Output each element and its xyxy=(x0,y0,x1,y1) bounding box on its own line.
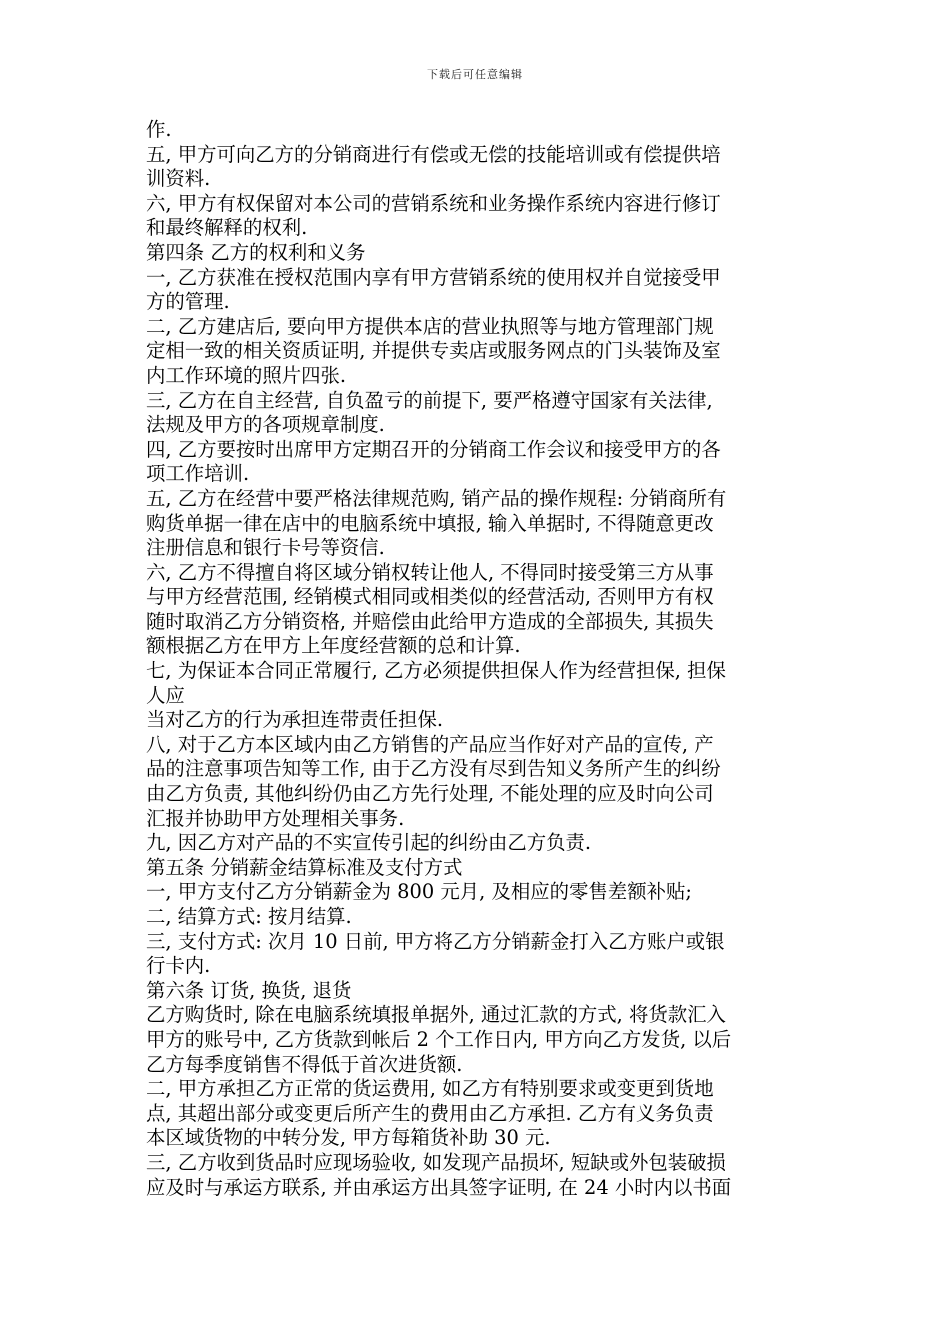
text-line: 购货单据一律在店中的电脑系统中填报, 输入单据时, 不得随意更改 xyxy=(146,511,714,535)
text-line: 第五条 分销薪金结算标准及支付方式 xyxy=(146,855,463,879)
text-line: 九, 因乙方对产品的不实宣传引起的纠纷由乙方负责. xyxy=(146,831,592,855)
text-line: 第六条 订货, 换货, 退货 xyxy=(146,978,352,1002)
text-line: 汇报并协助甲方处理相关事务. xyxy=(146,806,405,830)
text-line: 三, 乙方在自主经营, 自负盈亏的前提下, 要严格遵守国家有关法律, xyxy=(146,388,713,412)
text-line: 本区域货物的中转分发, 甲方每箱货补助 30 元. xyxy=(146,1126,551,1150)
text-line: 六, 乙方不得擅自将区域分销权转让他人, 不得同时接受第三方从事 xyxy=(146,560,714,584)
text-line: 一, 乙方获准在授权范围内享有甲方营销系统的使用权并自觉接受甲 xyxy=(146,265,721,289)
text-line: 二, 结算方式: 按月结算. xyxy=(146,905,352,928)
text-line: 训资料. xyxy=(146,167,211,191)
text-line: 一, 甲方支付乙方分销薪金为 800 元月, 及相应的零售差额补贴; xyxy=(146,880,692,904)
text-line: 方的管理. xyxy=(146,290,230,314)
text-line: 三, 支付方式: 次月 10 日前, 甲方将乙方分销薪金打入乙方账户或银 xyxy=(146,929,725,953)
page-header: 下载后可任意编辑 xyxy=(427,68,523,81)
text-line: 八, 对于乙方本区域内由乙方销售的产品应当作好对产品的宣传, 产 xyxy=(146,732,714,756)
text-line: 甲方的账号中, 乙方货款到帐后 2 个工作日内, 甲方向乙方发货, 以后 xyxy=(146,1027,732,1051)
text-line: 品的注意事项告知等工作, 由于乙方没有尽到告知义务所产生的纠纷 xyxy=(146,757,721,781)
text-line: 五, 甲方可向乙方的分销商进行有偿或无偿的技能培训或有偿提供培 xyxy=(146,142,721,166)
text-line: 作. xyxy=(146,118,172,141)
text-line: 二, 甲方承担乙方正常的货运费用, 如乙方有特别要求或变更到货地 xyxy=(146,1077,714,1101)
text-line: 第四条 乙方的权利和义务 xyxy=(146,240,366,264)
text-line: 乙方每季度销售不得低于首次进货额. xyxy=(146,1052,463,1076)
text-line: 额根据乙方在甲方上年度经营额的总和计算. xyxy=(146,634,521,658)
text-line: 当对乙方的行为承担连带责任担保. xyxy=(146,708,444,732)
text-line: 人应 xyxy=(146,683,185,707)
text-line: 二, 乙方建店后, 要向甲方提供本店的营业执照等与地方管理部门规 xyxy=(146,314,714,338)
text-line: 点, 其超出部分或变更后所产生的费用由乙方承担. 乙方有义务负责 xyxy=(146,1101,714,1125)
text-line: 四, 乙方要按时出席甲方定期召开的分销商工作会议和接受甲方的各 xyxy=(146,437,721,461)
text-line: 与甲方经营范围, 经销模式相同或相类似的经营活动, 否则甲方有权 xyxy=(146,585,714,609)
text-line: 和最终解释的权利. xyxy=(146,216,308,240)
text-line: 三, 乙方收到货品时应现场验收, 如发现产品损坏, 短缺或外包装破损 xyxy=(146,1150,726,1174)
text-line: 应及时与承运方联系, 并由承运方出具签字证明, 在 24 小时内以书面 xyxy=(146,1175,732,1199)
text-line: 由乙方负责, 其他纠纷仍由乙方先行处理, 不能处理的应及时向公司 xyxy=(146,782,714,806)
text-line: 项工作培训. xyxy=(146,462,250,486)
text-line: 乙方购货时, 除在电脑系统填报单据外, 通过汇款的方式, 将货款汇入 xyxy=(146,1003,726,1027)
text-line: 定相一致的相关资质证明, 并提供专卖店或服务网点的门头装饰及室 xyxy=(146,339,721,363)
text-line: 随时取消乙方分销资格, 并赔偿由此给甲方造成的全部损失, 其损失 xyxy=(146,609,714,633)
text-line: 六, 甲方有权保留对本公司的营销系统和业务操作系统内容进行修订 xyxy=(146,191,721,215)
text-line: 五, 乙方在经营中要严格法律规范购, 销产品的操作规程: 分销商所有 xyxy=(146,486,727,510)
text-line: 法规及甲方的各项规章制度. xyxy=(146,413,385,437)
text-line: 注册信息和银行卡号等资信. xyxy=(146,536,385,560)
document-body xyxy=(146,118,808,1200)
text-line: 七, 为保证本合同正常履行, 乙方必须提供担保人作为经营担保, 担保 xyxy=(146,659,726,683)
text-line: 内工作环境的照片四张. xyxy=(146,363,347,387)
text-line: 行卡内. xyxy=(146,954,211,978)
